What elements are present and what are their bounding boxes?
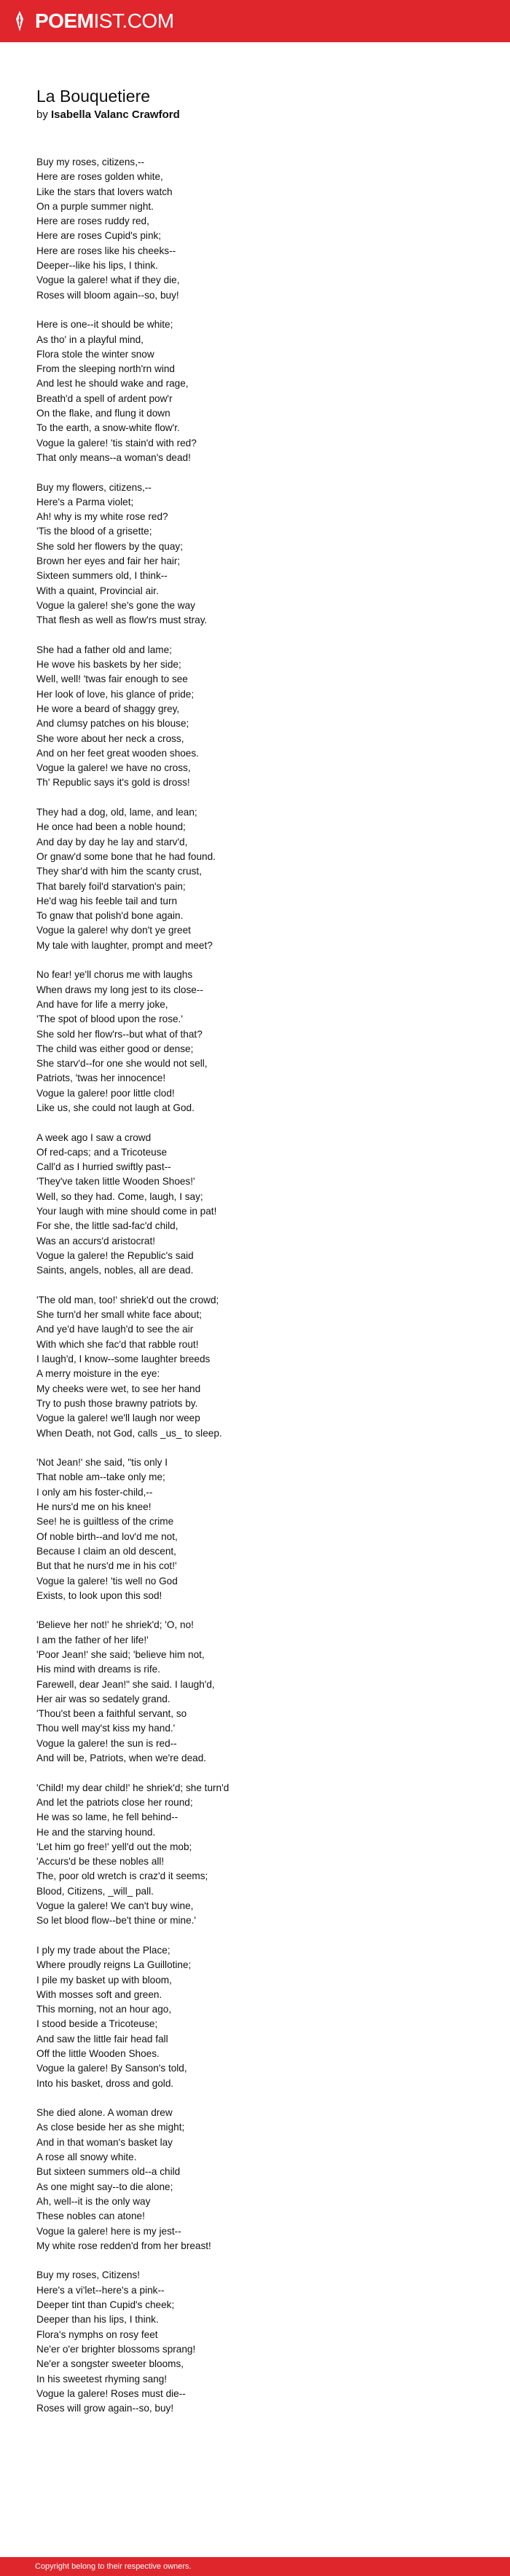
poem-line: That noble am--take only me; [36,1471,165,1483]
poem-line: Here's a vi'let--here's a pink-- [36,2284,165,2296]
poem-line: And clumsy patches on his blouse; [36,718,189,730]
site-name: POEMIST.COM [35,9,174,32]
poem-line: So let blood flow--be't thine or mine.' [36,1915,197,1927]
poem-line: Ne'er o'er brighter blossoms sprang! [36,2343,196,2355]
poem-line: Vogue la galere! what if they die, [36,274,180,286]
poem-line: I pile my basket up with bloom, [36,1974,172,1986]
poem-line: Ah! why is my white rose red? [36,511,168,523]
poem-line: They shar'd with him the scanty crust, [36,866,202,877]
poem-line: His mind with dreams is rife. [36,1664,160,1675]
poem-line: Deeper--like his lips, I think. [36,260,158,272]
poem-line: Thou well may'st kiss my hand.' [36,1723,176,1734]
poem-line: A week ago I saw a crowd [36,1131,152,1143]
poem-line: With mosses soft and green. [36,1988,162,2000]
stanza [36,1781,474,1929]
poem-line: And saw the little fair head fall [36,2033,168,2044]
poem-line: Roses will bloom again--so, buy! [36,289,179,301]
poem-line: Her look of love, his glance of pride; [36,688,195,700]
poem-line: Blood, Citizens, _will_ pall. [36,1885,154,1897]
poem-line: From the sleeping north'rn wind [36,363,175,375]
poem-line: That only means--a woman's dead! [36,451,191,463]
poem-line: That flesh as well as flow'rs must stray. [36,615,208,626]
poem-line: Like us, she could not laugh at God. [36,1102,195,1113]
footer [0,2557,510,2576]
poem-line: 'Poor Jean!' she said; 'believe him not, [36,1648,205,1660]
poem-line: My cheeks were wet, to see her hand [36,1383,201,1394]
poem-line: Here are roses ruddy red, [36,216,149,227]
poem-line: Breath'd a spell of ardent pow'r [36,392,173,404]
byline-label: by [36,108,48,121]
author-link[interactable]: Isabella Valanc Crawford [51,108,180,121]
top-bar [0,0,510,42]
poem-line: Of red-caps; and a Tricoteuse [36,1146,168,1158]
poem-line: Try to push those brawny patriots by. [36,1397,198,1409]
poem-line: He and the starving hound. [36,1826,156,1838]
poem-line: Flora stole the winter snow [36,348,154,360]
poem-line: When draws my long jest to its close-- [36,984,203,995]
poem-line: 'The spot of blood upon the rose.' [36,1014,183,1025]
stanza [36,643,474,791]
poem-line: Here are roses Cupid's pink; [36,230,162,242]
poem-line: See! he is guiltless of the crime [36,1516,174,1528]
poem-line: Buy my roses, citizens,-- [36,157,145,167]
poem-line: To the earth, a snow-white flow'r. [36,422,180,434]
poem-line: The child was either good or dense; [36,1043,194,1054]
poem-line: To gnaw that polish'd bone again. [36,910,184,922]
poem-line: These nobles can atone! [36,2210,145,2222]
poem-line: Vogue la galere! we'll laugh nor weep [36,1413,200,1424]
poem-title: La Bouquetiere [36,87,151,106]
poem-line: He'd wag his feeble tail and turn [36,895,178,906]
poem-line: Vogue la galere! we have no cross, [36,762,191,774]
poem-line: I only am his foster-child,-- [36,1486,153,1498]
poem-line: Ah, well--it is the only way [36,2195,151,2207]
poem-line: Here is one--it should be white; [36,319,173,331]
poem-line: When Death, not God, calls _us_ to sleep. [36,1427,222,1439]
poem-line: Like the stars that lovers watch [36,186,173,197]
poem-line: Buy my flowers, citizens,-- [36,481,152,493]
stanza [36,1943,474,2091]
poem-line: But sixteen summers old--a child [36,2166,181,2178]
poem-line: He wore a beard of shaggy grey, [36,703,180,714]
byline [36,108,474,122]
poem-line: Here are roses golden white, [36,171,163,183]
poem-line: Vogue la galere! 'tis well no God [36,1575,178,1587]
stanza [36,481,474,628]
poem-line: Into his basket, dross and gold. [36,2077,174,2089]
poem-line: Roses will grow again--so, buy! [36,2403,174,2414]
poem-line: That barely foil'd starvation's pain; [36,880,186,892]
poem-line: Her air was so sedately grand. [36,1693,170,1704]
poem-line: Th' Republic says it's gold is dross! [36,777,190,789]
poem-line: She starv'd--for one she would not sell, [36,1058,208,1070]
stanza [36,968,474,1115]
stanza [36,2106,474,2253]
poem-line: Of noble birth--and lov'd me not, [36,1530,178,1542]
poem-line: Here's a Parma violet; [36,496,134,507]
quill-pen-icon [10,10,29,32]
poem-line: 'Not Jean!' she said, "tis only I [36,1457,168,1469]
poem-line: He nurs'd me on his knee! [36,1501,152,1513]
poem-line: Vogue la galere! why don't ye greet [36,925,191,936]
poem-line: Your laugh with mine should come in pat! [36,1206,217,1217]
poem-line: And ye'd have laugh'd to see the air [36,1324,194,1335]
poem-line: 'Believe her not!' he shriek'd; 'O, no! [36,1619,194,1631]
poem-line: He was so lame, he fell behind-- [36,1812,178,1823]
poem-line: Vogue la galere! poor little clod! [36,1087,175,1099]
poem-line: Vogue la galere! 'tis stain'd with red? [36,437,197,449]
poem-line: With which she fac'd that rabble rout! [36,1338,199,1350]
poem-line: On a purple summer night. [36,200,154,212]
poem-line: She sold her flow'rs--but what of that? [36,1028,203,1040]
poem-line: Vogue la galere! By Sanson's told, [36,2063,187,2074]
poem-line: Deeper than his lips, I think. [36,2314,159,2326]
stanza [36,155,474,303]
poem-line: With a quaint, Provincial air. [36,585,159,596]
poem-line: Vogue la galere! the sun is red-- [36,1737,177,1749]
poem-line: But that he nurs'd me in his cot!' [36,1560,177,1572]
poem-line: 'Let him go free!' yell'd out the mob; [36,1841,192,1852]
poem-line: Well, so they had. Come, laugh, I say; [36,1190,203,1202]
poem-line: Call'd as I hurried swiftly past-- [36,1161,171,1173]
stanza [36,1131,474,1279]
stanza [36,1293,474,1441]
poem-line: Patriots, 'twas her innocence! [36,1072,166,1084]
poem-line: I laugh'd, I know--some laughter breeds [36,1354,211,1365]
poem-line: And lest he should wake and rage, [36,378,189,390]
poem-line: I stood beside a Tricoteuse; [36,2018,158,2030]
poem-line: And in that woman's basket lay [36,2136,173,2148]
poem-line: On the flake, and flung it down [36,408,170,419]
stanza [36,1618,474,1766]
stanza [36,1455,474,1603]
poem-line: He once had been a noble hound; [36,821,186,833]
poem-line: Buy my roses, Citizens! [36,2269,141,2281]
poem-line: 'Thou'st been a faithful servant, so [36,1708,187,1720]
poem-line: Vogue la galere! here is my jest-- [36,2225,181,2237]
poem-line: Or gnaw'd some bone that he had found. [36,850,216,862]
stanza [36,2268,474,2416]
poem-line: Was an accurs'd aristocrat! [36,1235,156,1246]
poem-line: Well, well! 'twas fair enough to see [36,673,188,685]
poem-line: Because I claim an old descent, [36,1545,176,1557]
poem-line: A rose all snowy white. [36,2152,137,2163]
poem-line: She had a father old and lame; [36,644,172,655]
poem-line: Flora's nymphs on rosy feet [36,2328,158,2340]
poem-line: They had a dog, old, lame, and lean; [36,807,197,818]
poem-line: I ply my trade about the Place; [36,1944,170,1956]
poem-line: For she, the little sad-fac'd child, [36,1220,178,1232]
poem-line: As close beside her as she might; [36,2122,185,2133]
poem-line: This morning, not an hour ago, [36,2004,172,2015]
poem-line: Exists, to look upon this sod! [36,1589,162,1601]
poem-line: Where proudly reigns La Guillotine; [36,1959,192,1971]
poem-page [0,42,510,2416]
poem-line: She wore about her neck a cross, [36,732,184,744]
poem-line: She sold her flowers by the quay; [36,540,183,552]
poem-line: She died alone. A woman drew [36,2107,173,2119]
poem-line: Vogue la galere! Roses must die-- [36,2387,186,2399]
site-logo[interactable] [10,9,174,33]
poem-line: Here are roses like his cheeks-- [36,245,176,256]
poem-line: My white rose redden'd from her breast! [36,2240,211,2251]
poem-line: Sixteen summers old, I think-- [36,570,168,582]
poem-line: No fear! ye'll chorus me with laughs [36,969,193,981]
poem-line: Farewell, dear Jean!" she said. I laugh'd, [36,1678,215,1690]
poem-line: I am the father of her life!' [36,1634,149,1645]
stanza [36,317,474,465]
poem-line: 'Child! my dear child!' he shriek'd; she turn'd [36,1782,230,1793]
poem-line: My tale with laughter, prompt and meet? [36,939,213,951]
poem-line: As one might say--to die alone; [36,2181,173,2192]
poem-line: She turn'd her small white face about; [36,1309,203,1321]
poem-line: Vogue la galere! she's gone the way [36,599,195,611]
poem-line: Vogue la galere! We can't buy wine, [36,1900,194,1912]
poem-line: Saints, angels, nobles, all are dead. [36,1265,194,1276]
poem-line: The, poor old wretch is craz'd it seems; [36,1870,208,1882]
poem-line: And let the patriots close her round; [36,1796,193,1808]
poem-line: And will be, Patriots, when we're dead. [36,1753,207,1764]
footer-copyright: Copyright belong to their respective owners. [35,2562,192,2571]
poem-line: Vogue la galere! the Republic's said [36,1249,194,1261]
poem-line: 'They've taken little Wooden Shoes!' [36,1176,195,1188]
poem-line: And on her feet great wooden shoes. [36,747,199,759]
stanza [36,805,474,953]
poem-line: Ne'er a songster sweeter blooms, [36,2358,184,2370]
poem-line: And have for life a merry joke, [36,998,168,1010]
poem-line: A merry moisture in the eye: [36,1368,160,1380]
poem-line: And day by day he lay and starv'd, [36,836,188,848]
poem-line: Off the little Wooden Shoes. [36,2048,160,2059]
poem-line: Brown her eyes and fair her hair; [36,556,181,567]
poem-line: He wove his baskets by her side; [36,659,181,671]
poem-line: 'The old man, too!' shriek'd out the crowd; [36,1294,219,1305]
poem-line: As tho' in a playful mind, [36,333,144,345]
poem-line: Deeper tint than Cupid's cheek; [36,2299,175,2311]
poem-line: 'Accurs'd be these nobles all! [36,1856,165,1868]
poem-line: In his sweetest rhyming sang! [36,2373,168,2385]
poem-line: 'Tis the blood of a grisette; [36,526,152,537]
poem-body [36,155,474,2416]
